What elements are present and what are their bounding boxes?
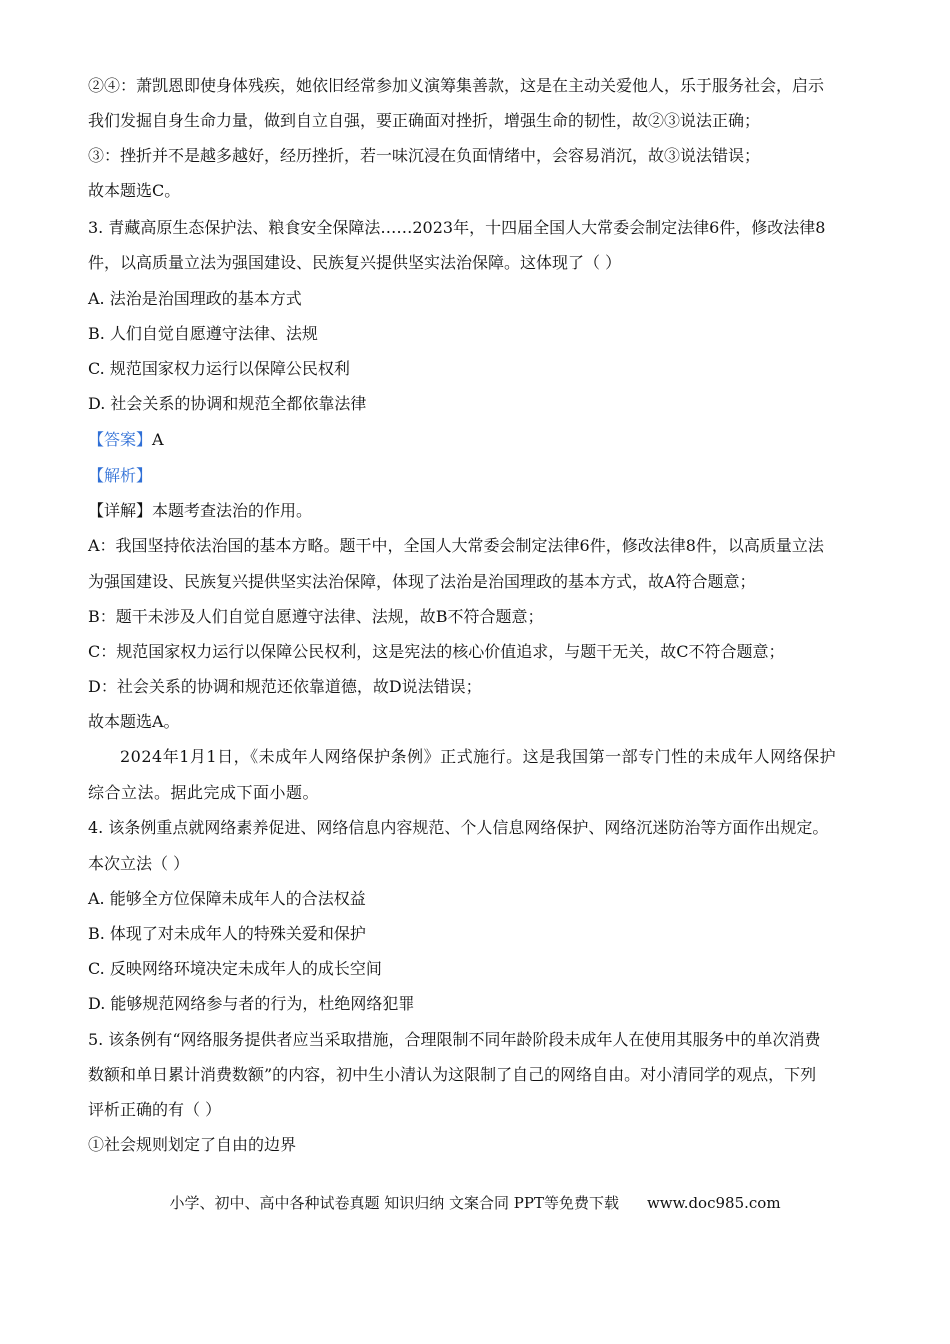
option-d: D. 社会关系的协调和规范全都依靠法律	[88, 394, 367, 413]
detail-line: 为强国建设、民族复兴提供坚实法治保障，体现了法治是治国理政的基本方式，故A符合题意；	[88, 572, 756, 591]
detail-line: 故本题选A。	[88, 712, 180, 731]
question-5-stem: 5. 该条例有“网络服务提供者应当采取措施，合理限制不同年龄阶段未成年人在使用其服务中的单次消费	[88, 1030, 821, 1049]
question-5-stem: 数额和单日累计消费数额”的内容，初中生小清认为这限制了自己的网络自由。对小清同学的观点，下列	[88, 1065, 817, 1084]
detail-line: B：题干未涉及人们自觉自愿遵守法律、法规，故B不符合题意；	[88, 607, 544, 626]
question-4-stem: 本次立法（ ）	[88, 854, 190, 873]
text-line: 我们发掘自身生命力量，做到自立自强，要正确面对挫折，增强生命的韧性，故②③说法正确；	[88, 111, 761, 130]
detail-line: D：社会关系的协调和规范还依靠道德，故D说法错误；	[88, 677, 482, 696]
question-5-stem: 评析正确的有（ ）	[88, 1100, 222, 1119]
footer-text: 小学、初中、高中各种试卷真题 知识归纳 文案合同 PPT等免费下载	[169, 1194, 619, 1212]
question-4-stem: 4. 该条例重点就网络素养促进、网络信息内容规范、个人信息网络保护、网络沉迷防治等方面作出规定。	[88, 818, 829, 837]
option-d: D. 能够规范网络参与者的行为，杜绝网络犯罪	[88, 994, 415, 1013]
text-line: ②④：萧凯恩即使身体残疾，她依旧经常参加义演筹集善款，这是在主动关爱他人，乐于服务社会，启示	[88, 76, 825, 95]
option-b: B. 人们自觉自愿遵守法律、法规	[88, 324, 318, 343]
answer-line	[88, 430, 878, 450]
answer-value: A	[152, 430, 164, 449]
detail-line: 【详解】本题考查法治的作用。	[88, 501, 313, 520]
page-footer	[0, 1194, 950, 1212]
option-c: C. 规范国家权力运行以保障公民权利	[88, 359, 350, 378]
detail-line: C：规范国家权力运行以保障公民权利，这是宪法的核心价值追求，与题干无关，故C不符合题意；	[88, 642, 785, 661]
material-passage: 综合立法。据此完成下面小题。	[88, 783, 320, 802]
option-c: C. 反映网络环境决定未成年人的成长空间	[88, 959, 382, 978]
question-3-stem: 件，以高质量立法为强国建设、民族复兴提供坚实法治保障。这体现了（ ）	[88, 253, 622, 272]
answer-label: 【答案】	[88, 430, 153, 449]
footer-url[interactable]: www.doc985.com	[646, 1194, 781, 1212]
material-passage: 2024年1月1日，《未成年人网络保护条例》正式施行。这是我国第一部专门性的未成年人网络保护	[120, 747, 837, 766]
statement-1: ①社会规则划定了自由的边界	[88, 1135, 297, 1154]
text-line: 故本题选C。	[88, 181, 181, 200]
text-line: ③：挫折并不是越多越好，经历挫折，若一味沉浸在负面情绪中，会容易消沉，故③说法错误；	[88, 146, 761, 165]
option-b: B. 体现了对未成年人的特殊关爱和保护	[88, 924, 366, 943]
detail-line: A：我国坚持依法治国的基本方略。题干中，全国人大常委会制定法律6件，修改法律8件，以高质量立法	[88, 536, 824, 555]
question-3-stem: 3. 青藏高原生态保护法、粮食安全保障法……2023年，十四届全国人大常委会制定法律6件，修改法律8	[88, 218, 826, 237]
analysis-label: 【解析】	[88, 466, 153, 485]
option-a: A. 法治是治国理政的基本方式	[88, 289, 302, 308]
option-a: A. 能够全方位保障未成年人的合法权益	[88, 889, 366, 908]
